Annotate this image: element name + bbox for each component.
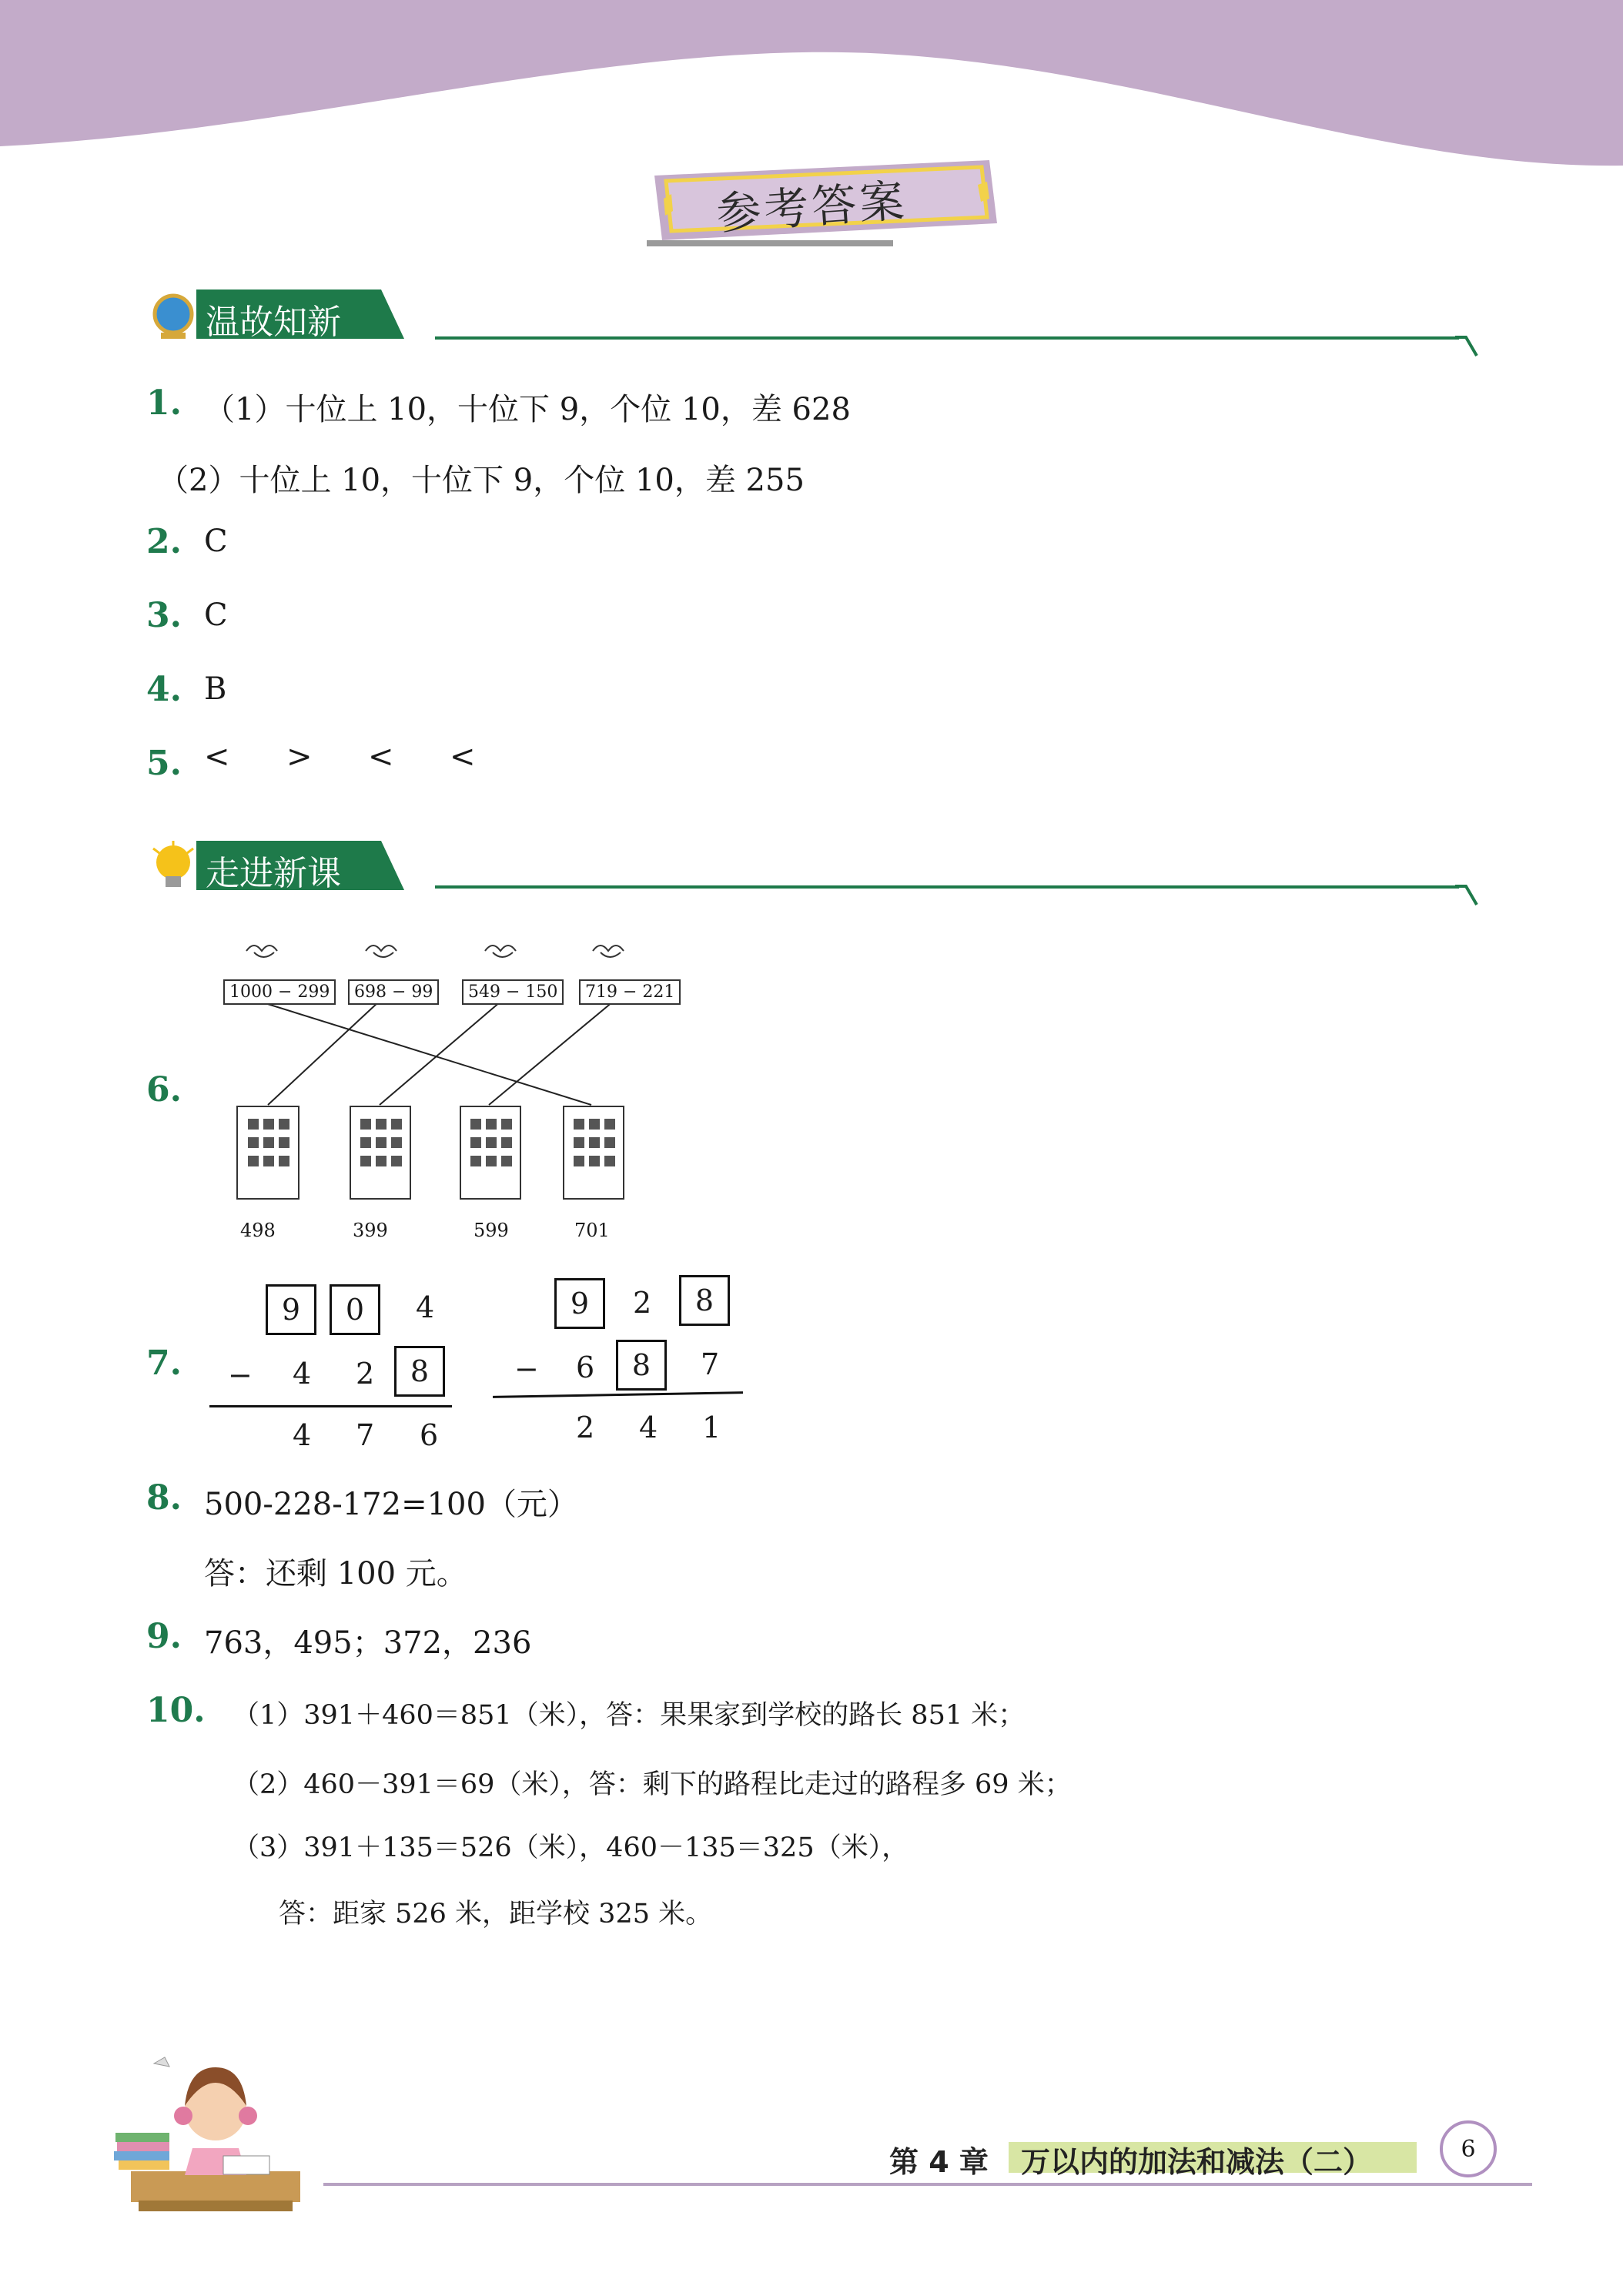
answer-number: 4. xyxy=(146,670,182,709)
minus-sign: − xyxy=(514,1352,539,1386)
expression-label: 719 − 221 xyxy=(579,979,681,1005)
answer-text: （2）460－391＝69（米），答：剩下的路程比走过的路程多 69 米； xyxy=(233,1769,1072,1800)
answer-number: 1. xyxy=(146,383,182,423)
answer-box: 8 xyxy=(394,1346,445,1397)
answer-box: 8 xyxy=(616,1340,667,1391)
answer-text: 答：距家 526 米，距学校 325 米。 xyxy=(279,1899,713,1930)
expression-label: 698 − 99 xyxy=(348,979,439,1005)
digit: 2 xyxy=(576,1411,595,1444)
digit: 7 xyxy=(701,1347,720,1381)
sum-line xyxy=(493,1391,743,1398)
page-title: 参考答案 xyxy=(714,174,909,240)
comparison-symbol: > xyxy=(286,739,313,775)
answer-box: 9 xyxy=(554,1278,605,1329)
section-label-review: 温故知新 xyxy=(206,303,341,342)
chapter-number: 第 4 章 xyxy=(889,2145,989,2179)
answer-box: 0 xyxy=(330,1284,380,1335)
section-header-review xyxy=(150,290,404,343)
digit: 4 xyxy=(293,1357,312,1391)
lightbulb-icon xyxy=(150,841,196,890)
answer-text: B xyxy=(204,671,227,707)
digit: 4 xyxy=(293,1418,312,1452)
answer-number: 9. xyxy=(146,1617,182,1656)
answer-number: 6. xyxy=(146,1070,182,1110)
expression-label: 549 − 150 xyxy=(462,979,564,1005)
answer-number: 10. xyxy=(146,1691,206,1730)
answer-text: （2）十位上 10，十位下 9，个位 10，差 255 xyxy=(158,463,805,498)
building-number: 701 xyxy=(574,1220,610,1241)
minus-sign: − xyxy=(228,1358,253,1392)
footer-rule xyxy=(323,2183,1532,2186)
digit: 1 xyxy=(702,1411,721,1444)
page-number: 6 xyxy=(1440,2120,1497,2177)
comparison-symbol: < xyxy=(368,739,394,775)
section-header-new-lesson xyxy=(150,841,404,895)
building-number: 599 xyxy=(474,1220,509,1241)
answer-text: 500-228-172=100（元） xyxy=(204,1487,578,1522)
divider-end-hook xyxy=(1455,333,1478,360)
answer-text: 763，495；372，236 xyxy=(204,1625,532,1661)
answer-box: 8 xyxy=(679,1275,730,1326)
answer-number: 2. xyxy=(146,522,182,561)
answer-number: 8. xyxy=(146,1478,182,1518)
divider-end-hook xyxy=(1455,882,1478,909)
answer-text: 答：还剩 100 元。 xyxy=(204,1556,467,1591)
answer-box: 9 xyxy=(266,1284,316,1335)
building-number: 399 xyxy=(353,1220,388,1241)
expression-label: 1000 − 299 xyxy=(223,979,336,1005)
answer-number: 3. xyxy=(146,596,182,635)
sum-line xyxy=(209,1405,452,1407)
answer-number: 7. xyxy=(146,1344,182,1383)
answer-text: （3）391＋135＝526（米），460－135＝325（米）， xyxy=(233,1832,909,1863)
answer-text: （1）十位上 10，十位下 9，个位 10，差 628 xyxy=(204,392,851,427)
digit: 4 xyxy=(416,1290,435,1324)
chapter-title: 万以内的加法和减法（二） xyxy=(1021,2145,1373,2179)
comparison-symbol: < xyxy=(450,739,476,775)
digit: 2 xyxy=(633,1286,652,1320)
answer-text: （1）391＋460＝851（米），答：果果家到学校的路长 851 米； xyxy=(233,1700,1026,1731)
answer-number: 5. xyxy=(146,744,182,783)
digit: 7 xyxy=(356,1418,375,1452)
digit: 2 xyxy=(356,1357,375,1391)
comparison-symbol: < xyxy=(204,739,230,775)
section-divider xyxy=(435,336,1459,340)
digit: 6 xyxy=(576,1350,595,1384)
building-number: 498 xyxy=(240,1220,276,1241)
digit: 4 xyxy=(639,1411,658,1444)
answer-text: C xyxy=(204,597,228,633)
globe-icon xyxy=(150,290,196,339)
girl-reading-illustration xyxy=(108,2048,323,2217)
section-divider xyxy=(435,885,1459,889)
header-wave xyxy=(0,0,1623,177)
answer-text: C xyxy=(204,524,228,559)
digit: 6 xyxy=(420,1418,439,1452)
section-label-new-lesson: 走进新课 xyxy=(206,854,341,893)
